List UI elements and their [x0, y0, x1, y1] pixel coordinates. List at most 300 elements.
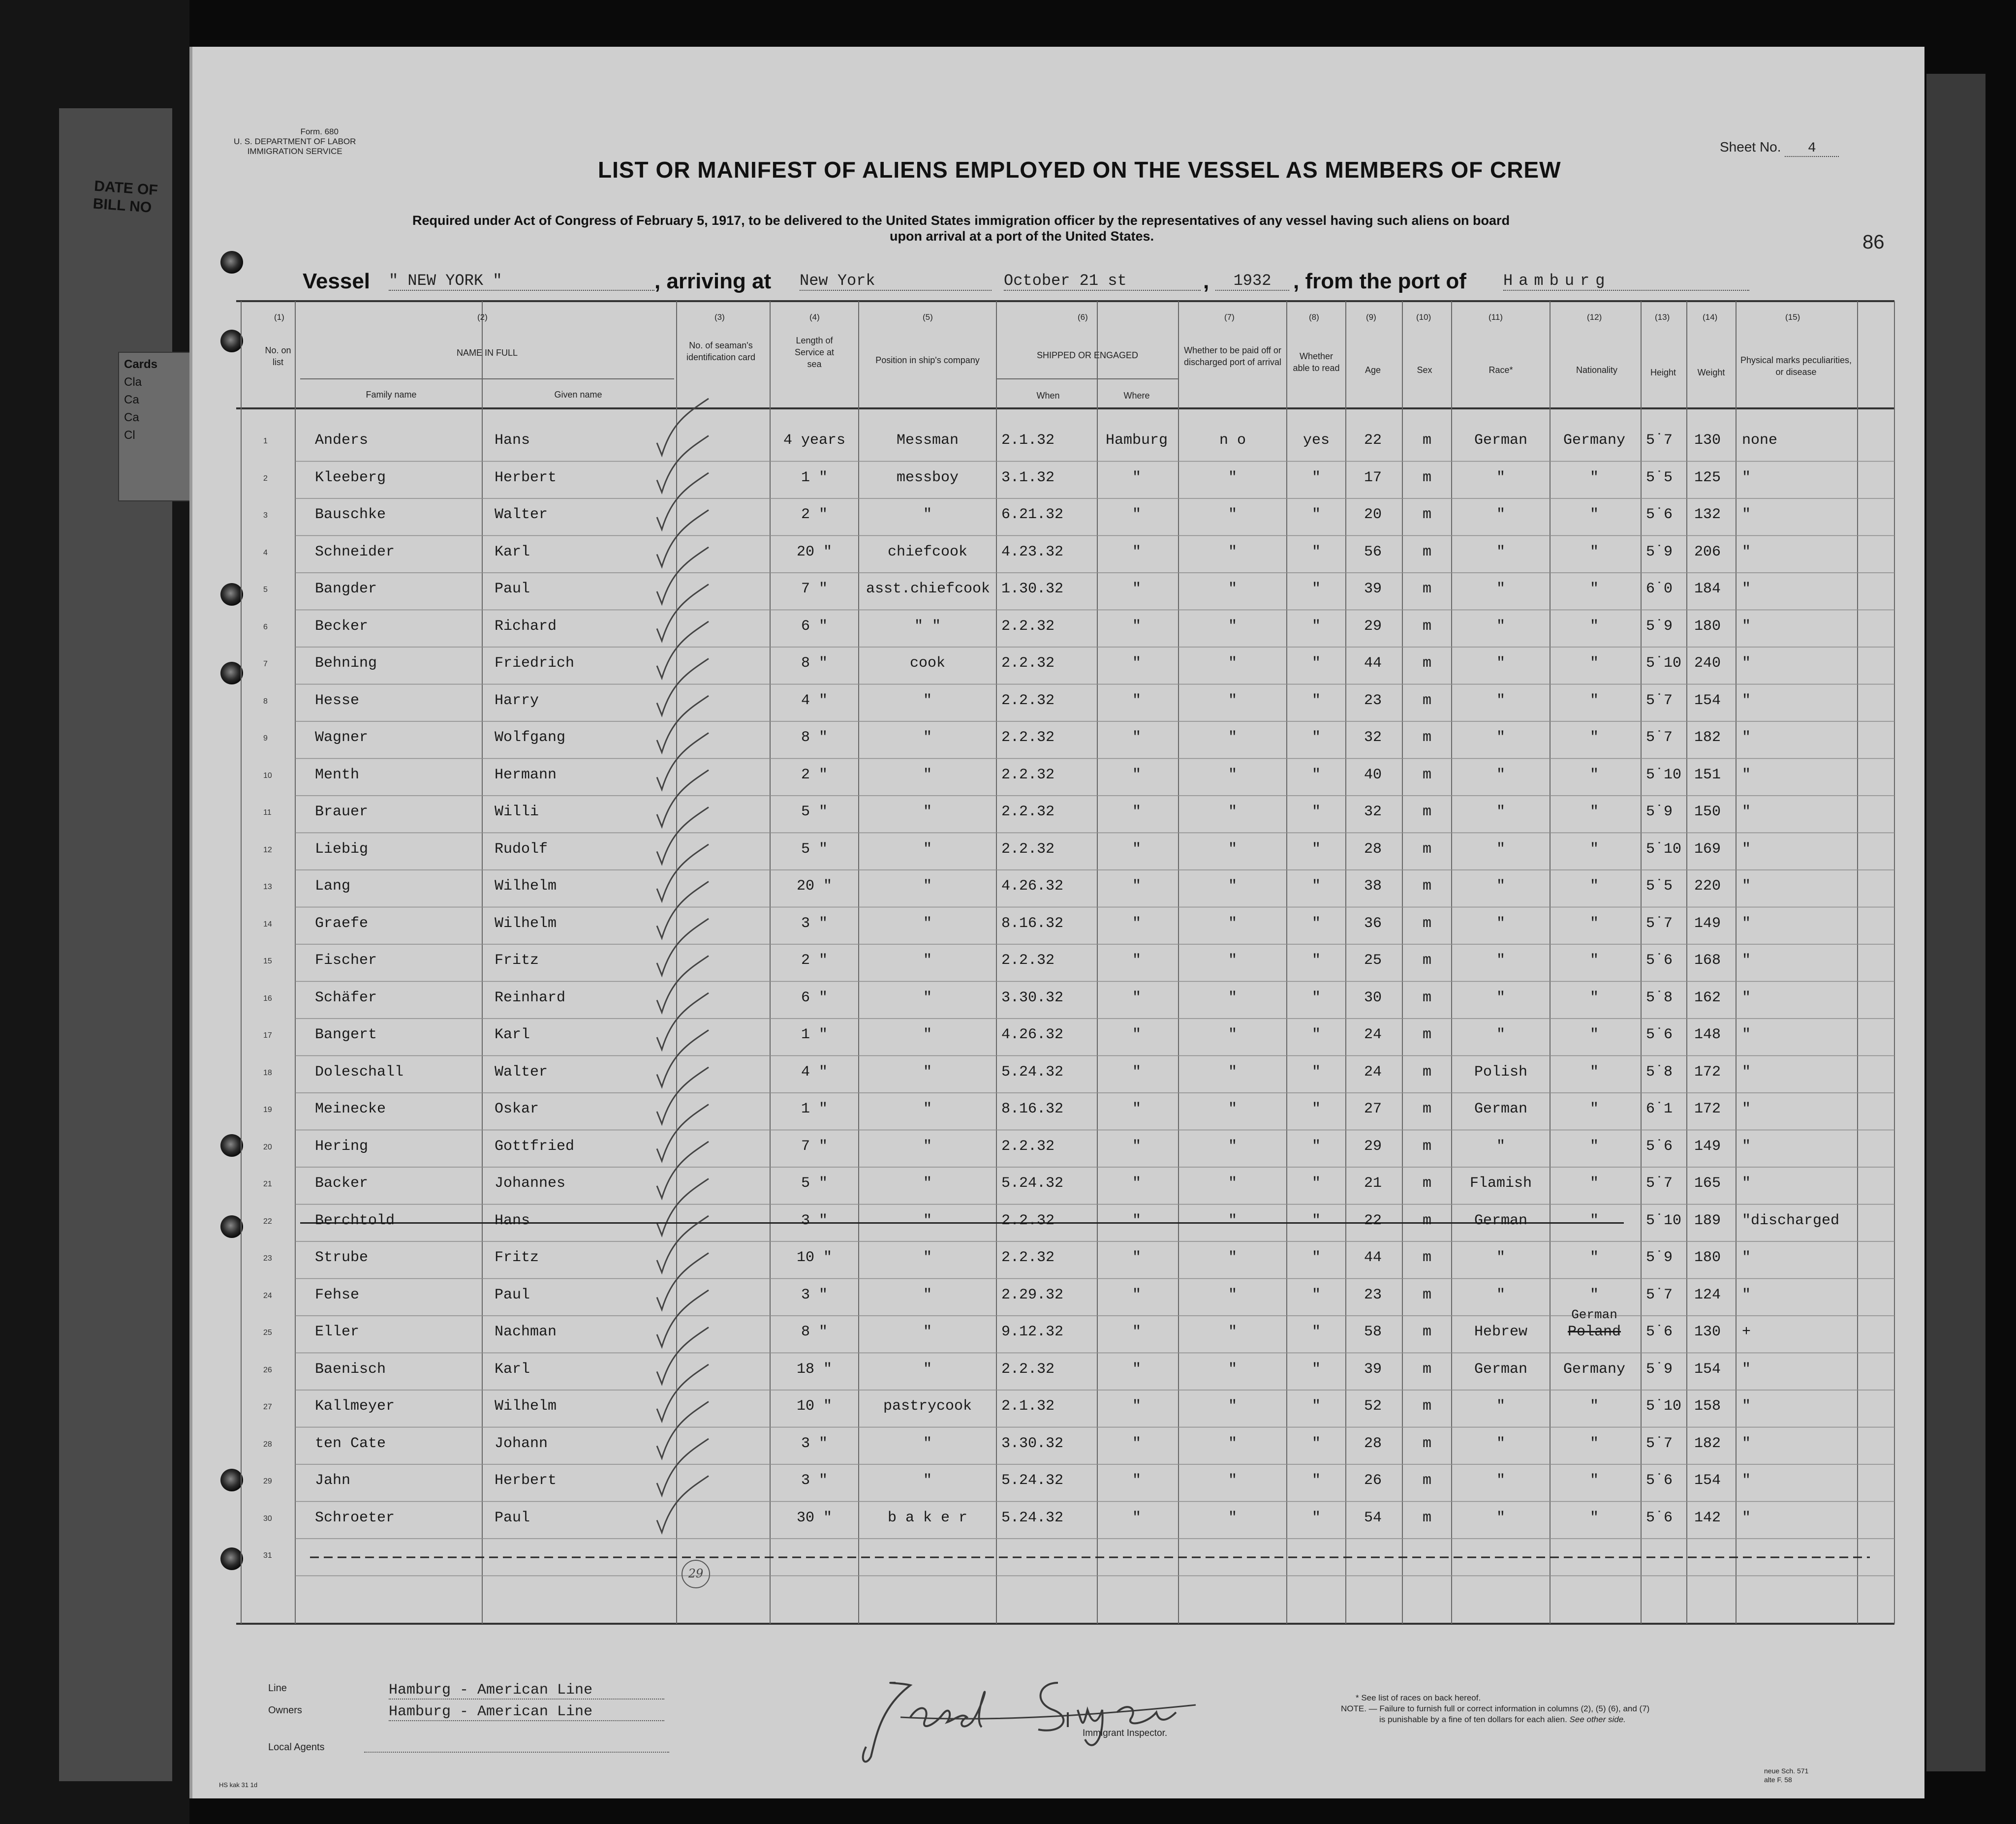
cell-marks: " — [1742, 469, 1751, 486]
cell-weight: 149 — [1694, 1138, 1721, 1155]
cell-marks: " — [1742, 1026, 1751, 1043]
cell-paid: " — [1228, 1472, 1237, 1489]
cell-marks: " — [1742, 1175, 1751, 1192]
col-12-header: Nationality — [1576, 365, 1618, 375]
cell-race: " — [1496, 543, 1505, 560]
cell-service: 18 " — [796, 1360, 832, 1378]
cell-where: " — [1132, 1026, 1141, 1043]
col-3-number: (3) — [714, 312, 725, 322]
cell-race: German — [1474, 1101, 1528, 1117]
cell-service: 4 years — [783, 432, 846, 449]
cell-sex: m — [1422, 1138, 1431, 1155]
cell-weight: 148 — [1694, 1026, 1721, 1043]
col-14-number: (14) — [1703, 312, 1718, 322]
cell-race: " — [1496, 952, 1505, 969]
cell-where: " — [1132, 766, 1141, 783]
cell-read: " — [1311, 1509, 1321, 1526]
cell-given: Paul — [495, 581, 530, 597]
from-port: Hamburg — [1503, 272, 1749, 291]
cell-when: 5.24.32 — [1001, 1175, 1064, 1192]
cell-marks: " — [1742, 1472, 1751, 1489]
cell-service: 8 " — [801, 1324, 828, 1340]
cell-age: 24 — [1364, 1063, 1382, 1081]
cell-where: Hamburg — [1105, 432, 1168, 449]
cell-height: 5˙9 — [1646, 804, 1673, 820]
cell-marks: " — [1742, 1509, 1751, 1526]
cell-read: " — [1311, 1212, 1321, 1229]
cell-when: 2.2.32 — [1001, 1138, 1055, 1155]
check-mark — [657, 621, 709, 678]
cell-age: 17 — [1364, 469, 1382, 486]
cell-service: 3 " — [801, 1435, 828, 1452]
cell-given: Harry — [495, 692, 539, 709]
cell-height: 5˙5 — [1646, 469, 1673, 486]
cell-race: " — [1496, 1286, 1505, 1303]
cell-family: Behning — [315, 655, 377, 672]
cell-age: 52 — [1364, 1398, 1382, 1415]
cell-read: " — [1311, 469, 1321, 486]
check-mark — [657, 993, 709, 1050]
page-title: LIST OR MANIFEST OF ALIENS EMPLOYED ON THE VESSEL AS MEMBERS OF CREW — [598, 157, 1561, 183]
cell-paid: " — [1228, 766, 1237, 783]
cell-paid: " — [1228, 989, 1237, 1006]
cell-service: 4 " — [801, 692, 828, 709]
inspector-label: Immigrant Inspector. — [1083, 1728, 1168, 1738]
cell-nationality: " — [1589, 1472, 1599, 1489]
cell-family: Anders — [315, 432, 369, 449]
cell-paid: " — [1228, 1398, 1237, 1415]
cell-height: 5˙6 — [1646, 952, 1673, 969]
cell-given: Paul — [495, 1286, 530, 1303]
cell-family: Schneider — [315, 543, 395, 560]
row-number: 11 — [263, 808, 272, 817]
cell-when: 5.24.32 — [1001, 1472, 1064, 1489]
check-mark — [657, 733, 709, 790]
cell-marks: " — [1742, 692, 1751, 709]
cell-where: " — [1132, 469, 1141, 486]
cell-family: Liebig — [315, 840, 369, 858]
cell-sex: m — [1422, 581, 1431, 597]
col-6-header: SHIPPED OR ENGAGED — [1036, 350, 1139, 360]
cell-nationality: " — [1589, 506, 1599, 523]
row-number: 30 — [263, 1514, 272, 1523]
cell-paid: " — [1228, 1435, 1237, 1452]
cell-family: Lang — [315, 878, 351, 895]
local-agents-line — [364, 1752, 669, 1753]
cell-paid: " — [1228, 1138, 1237, 1155]
cell-nationality-correction: German — [1571, 1307, 1617, 1322]
check-mark — [657, 1253, 709, 1310]
cell-where: " — [1132, 729, 1141, 746]
cell-sex: m — [1422, 1360, 1431, 1378]
col-15-header: Physical marks peculiarities, or disease — [1740, 355, 1852, 377]
cell-where: " — [1132, 952, 1141, 969]
circled-count: 29 — [682, 1560, 710, 1588]
cell-position: " — [923, 1063, 932, 1081]
check-mark — [657, 1328, 709, 1384]
cell-nationality: " — [1589, 989, 1599, 1006]
cell-family: Jahn — [315, 1472, 351, 1489]
cell-family: Becker — [315, 618, 369, 635]
subtitle-line-1: Required under Act of Congress of February 5, 1917, to be delivered to the United States immigration officer by the representatives of any vessel having such aliens on board — [412, 213, 1510, 228]
cell-weight: 180 — [1694, 618, 1721, 635]
cell-given: Hans — [495, 1212, 530, 1229]
cell-when: 9.12.32 — [1001, 1324, 1064, 1340]
row-number: 2 — [263, 474, 268, 483]
col-1-header: No. on list — [265, 345, 291, 367]
cell-nationality: " — [1589, 840, 1599, 858]
cell-paid: " — [1228, 1249, 1237, 1266]
cell-nationality: " — [1589, 1175, 1599, 1192]
cell-age: 26 — [1364, 1472, 1382, 1489]
cell-nationality: " — [1589, 543, 1599, 560]
col-6-number: (6) — [1078, 312, 1088, 322]
cell-service: 20 " — [796, 878, 832, 895]
cell-sex: m — [1422, 506, 1431, 523]
cell-read: " — [1311, 1472, 1321, 1489]
cell-height: 5˙6 — [1646, 1138, 1673, 1155]
cell-read: " — [1311, 1249, 1321, 1266]
cell-given: Richard — [495, 618, 557, 635]
cell-weight: 130 — [1694, 1324, 1721, 1340]
cell-height: 6˙1 — [1646, 1101, 1673, 1117]
row-number: 19 — [263, 1106, 272, 1114]
cell-position: cook — [909, 655, 945, 672]
owners-label: Owners — [268, 1705, 302, 1716]
check-mark — [657, 1439, 709, 1495]
cell-when: 4.26.32 — [1001, 878, 1064, 895]
cell-given: Rudolf — [495, 840, 548, 858]
col-5-number: (5) — [923, 312, 933, 322]
cell-marks: " — [1742, 878, 1751, 895]
cell-read: " — [1311, 1324, 1321, 1340]
cell-when: 5.24.32 — [1001, 1509, 1064, 1526]
cell-paid: " — [1228, 692, 1237, 709]
col-3-header: No. of seaman's identification card — [686, 340, 756, 362]
cell-marks: " — [1742, 1435, 1751, 1452]
cell-when: 2.2.32 — [1001, 1360, 1055, 1378]
cell-marks: " — [1742, 1101, 1751, 1117]
col-11-number: (11) — [1489, 312, 1503, 322]
cell-given: Oskar — [495, 1101, 539, 1117]
cell-sex: m — [1422, 915, 1431, 932]
col-13-header: Height — [1650, 368, 1676, 377]
cell-sex: m — [1422, 840, 1431, 858]
cell-given: Herbert — [495, 1472, 557, 1489]
cell-when: 2.2.32 — [1001, 1249, 1055, 1266]
cell-sex: m — [1422, 1026, 1431, 1043]
row-number: 5 — [263, 586, 268, 594]
row-number: 31 — [263, 1551, 272, 1560]
cell-sex: m — [1422, 1398, 1431, 1415]
form-id: Form. 680 U. S. DEPARTMENT OF LABOR IMMIGRATION SERVICE — [234, 127, 356, 156]
cell-age: 22 — [1364, 1212, 1382, 1229]
cell-family: Kallmeyer — [315, 1398, 395, 1415]
cell-position: " — [923, 878, 932, 895]
cell-read: " — [1311, 729, 1321, 746]
cell-given: Herbert — [495, 469, 557, 486]
row-number: 28 — [263, 1440, 272, 1449]
cell-weight: 165 — [1694, 1175, 1721, 1192]
cell-position: " — [923, 1360, 932, 1378]
cell-nationality: " — [1589, 804, 1599, 820]
cell-height: 5˙6 — [1646, 506, 1673, 523]
cell-age: 32 — [1364, 729, 1382, 746]
col-13-number: (13) — [1655, 312, 1670, 322]
cell-given: Walter — [495, 1063, 548, 1081]
owners-value: Hamburg - American Line — [389, 1703, 664, 1721]
cell-nationality: " — [1589, 1435, 1599, 1452]
col-2-number: (2) — [477, 312, 488, 322]
col-4-header: Length of Service at sea — [794, 336, 835, 369]
col-10-number: (10) — [1416, 312, 1431, 322]
cell-service: 10 " — [796, 1398, 832, 1415]
cell-service: 8 " — [801, 729, 828, 746]
cell-age: 39 — [1364, 581, 1382, 597]
cell-when: 4.23.32 — [1001, 543, 1064, 560]
cell-race: " — [1496, 1138, 1505, 1155]
cell-service: 1 " — [801, 1101, 828, 1117]
check-mark — [657, 1105, 709, 1161]
cell-when: 8.16.32 — [1001, 915, 1064, 932]
cell-position: " — [923, 840, 932, 858]
cell-when: 6.21.32 — [1001, 506, 1064, 523]
cell-height: 5˙7 — [1646, 1286, 1673, 1303]
cell-where: " — [1132, 1286, 1141, 1303]
cell-race: " — [1496, 878, 1505, 895]
cell-when: 3.30.32 — [1001, 989, 1064, 1006]
cell-where: " — [1132, 655, 1141, 672]
cell-nationality: Poland — [1567, 1324, 1621, 1340]
cell-given: Karl — [495, 1026, 530, 1043]
cell-read: " — [1311, 1063, 1321, 1081]
cell-sex: m — [1422, 952, 1431, 969]
cell-read: " — [1311, 506, 1321, 523]
cell-when: 1.30.32 — [1001, 581, 1064, 597]
cell-height: 5˙7 — [1646, 729, 1673, 746]
cell-when: 2.2.32 — [1001, 840, 1055, 858]
cell-paid: " — [1228, 581, 1237, 597]
cell-marks: " — [1742, 618, 1751, 635]
col-6b-header: Where — [1123, 391, 1150, 401]
cell-paid: " — [1228, 1063, 1237, 1081]
cell-nationality: " — [1589, 655, 1599, 672]
row-number: 3 — [263, 511, 268, 520]
cell-age: 44 — [1364, 1249, 1382, 1266]
cell-marks: " — [1742, 952, 1751, 969]
check-mark — [657, 1476, 709, 1533]
cell-family: Backer — [315, 1175, 369, 1192]
cell-position: " — [923, 729, 932, 746]
cell-weight: 168 — [1694, 952, 1721, 969]
cell-family: Baenisch — [315, 1360, 386, 1378]
cell-service: 7 " — [801, 1138, 828, 1155]
cell-family: Doleschall — [315, 1063, 404, 1081]
cell-where: " — [1132, 804, 1141, 820]
cell-service: 2 " — [801, 506, 828, 523]
cell-weight: 169 — [1694, 840, 1721, 858]
cell-read: " — [1311, 618, 1321, 635]
cell-marks: " — [1742, 581, 1751, 597]
row-number: 8 — [263, 697, 268, 706]
cell-sex: m — [1422, 1472, 1431, 1489]
cell-paid: " — [1228, 618, 1237, 635]
cell-sex: m — [1422, 692, 1431, 709]
cell-age: 29 — [1364, 1138, 1382, 1155]
cell-weight: 125 — [1694, 469, 1721, 486]
sheet-number: Sheet No. 4 — [1720, 139, 1839, 157]
cell-read: " — [1311, 766, 1321, 783]
cell-race: German — [1474, 432, 1528, 449]
col-5-header: Position in ship's company — [875, 355, 980, 365]
cell-age: 28 — [1364, 840, 1382, 858]
cell-height: 5˙5 — [1646, 878, 1673, 895]
cell-position: " — [923, 804, 932, 820]
cell-age: 30 — [1364, 989, 1382, 1006]
cell-read: " — [1311, 1138, 1321, 1155]
cell-sex: m — [1422, 1324, 1431, 1340]
year-separator: , — [1203, 269, 1210, 293]
cell-family: Berchtold — [315, 1212, 395, 1229]
cell-given: Wolfgang — [495, 729, 566, 746]
cell-race: Flamish — [1469, 1175, 1532, 1192]
cell-weight: 154 — [1694, 692, 1721, 709]
cell-family: Fehse — [315, 1286, 360, 1303]
cell-marks: " — [1742, 1249, 1751, 1266]
row-number: 15 — [263, 957, 272, 965]
cell-marks: + — [1742, 1324, 1751, 1340]
cell-service: 6 " — [801, 989, 828, 1006]
cell-age: 40 — [1364, 766, 1382, 783]
arriving-label: , arriving at — [654, 269, 772, 293]
cell-paid: " — [1228, 1026, 1237, 1043]
cell-position: " — [923, 766, 932, 783]
cell-when: 2.2.32 — [1001, 766, 1055, 783]
cell-position: " — [923, 989, 932, 1006]
cards-tab: Cards Cla Ca Ca Cl — [118, 352, 194, 501]
cell-position: b a k e r — [887, 1509, 968, 1526]
cell-race: " — [1496, 1472, 1505, 1489]
cell-where: " — [1132, 618, 1141, 635]
vessel-label: Vessel — [303, 269, 371, 293]
cell-sex: m — [1422, 432, 1431, 449]
cell-given: Walter — [495, 506, 548, 523]
cell-age: 21 — [1364, 1175, 1382, 1192]
cell-given: Paul — [495, 1509, 530, 1526]
cell-age: 24 — [1364, 1026, 1382, 1043]
cell-weight: 154 — [1694, 1360, 1721, 1378]
cell-sex: m — [1422, 766, 1431, 783]
cell-read: " — [1311, 878, 1321, 895]
cell-race: German — [1474, 1360, 1528, 1378]
row-number: 1 — [263, 437, 268, 445]
cell-family: Schäfer — [315, 989, 377, 1006]
cell-read: " — [1311, 1175, 1321, 1192]
cell-race: " — [1496, 1509, 1505, 1526]
line-label: Line — [268, 1683, 287, 1694]
cell-family: Schroeter — [315, 1509, 395, 1526]
cell-nationality: " — [1589, 1026, 1599, 1043]
cell-sex: m — [1422, 1286, 1431, 1303]
cell-position: " — [923, 692, 932, 709]
col-14-header: Weight — [1697, 368, 1725, 377]
cell-sex: m — [1422, 1175, 1431, 1192]
cell-read: " — [1311, 1435, 1321, 1452]
cell-height: 6˙0 — [1646, 581, 1673, 597]
cell-height: 5˙10 — [1646, 766, 1682, 783]
cell-given: Wilhelm — [495, 915, 557, 932]
cell-age: 44 — [1364, 655, 1382, 672]
cell-weight: 158 — [1694, 1398, 1721, 1415]
cell-height: 5˙8 — [1646, 989, 1673, 1006]
arriving-port: New York — [800, 272, 992, 291]
cell-weight: 206 — [1694, 543, 1721, 560]
cell-service: 10 " — [796, 1249, 832, 1266]
cell-service: 7 " — [801, 581, 828, 597]
cell-paid: " — [1228, 1286, 1237, 1303]
row-number: 23 — [263, 1254, 272, 1263]
cell-sex: m — [1422, 878, 1431, 895]
cell-height: 5˙9 — [1646, 543, 1673, 560]
cell-where: " — [1132, 1472, 1141, 1489]
cell-weight: 184 — [1694, 581, 1721, 597]
cell-where: " — [1132, 1212, 1141, 1229]
cell-given: Hermann — [495, 766, 557, 783]
cell-where: " — [1132, 1249, 1141, 1266]
cell-position: " — [923, 1212, 932, 1229]
check-mark — [657, 919, 709, 975]
cell-given: Wilhelm — [495, 878, 557, 895]
cell-position: pastrycook — [883, 1398, 972, 1415]
cell-paid: " — [1228, 915, 1237, 932]
cell-sex: m — [1422, 989, 1431, 1006]
cell-age: 56 — [1364, 543, 1382, 560]
cell-paid: " — [1228, 878, 1237, 895]
cell-weight: 130 — [1694, 432, 1721, 449]
check-mark — [657, 956, 709, 1013]
cell-race: " — [1496, 655, 1505, 672]
check-mark — [657, 1290, 709, 1347]
check-mark — [657, 1364, 709, 1421]
cell-position: " — [923, 1324, 932, 1340]
cell-when: 2.2.32 — [1001, 618, 1055, 635]
cell-race: " — [1496, 766, 1505, 783]
cell-read: " — [1311, 543, 1321, 560]
check-mark — [657, 1030, 709, 1087]
col-6a-header: When — [1036, 391, 1060, 401]
cell-service: 1 " — [801, 1026, 828, 1043]
cell-when: 3.1.32 — [1001, 469, 1055, 486]
cell-weight: 220 — [1694, 878, 1721, 895]
cell-race: " — [1496, 1435, 1505, 1452]
cell-age: 22 — [1364, 432, 1382, 449]
cell-where: " — [1132, 1138, 1141, 1155]
check-mark — [657, 1179, 709, 1236]
cell-race: German — [1474, 1212, 1528, 1229]
check-mark — [657, 659, 709, 715]
cell-race: " — [1496, 1398, 1505, 1415]
cell-nationality: " — [1589, 692, 1599, 709]
col-7-header: Whether to be paid off or discharged port of arrival — [1183, 345, 1282, 367]
cell-age: 32 — [1364, 804, 1382, 820]
cell-family: Hering — [315, 1138, 369, 1155]
cell-position: " — [923, 506, 932, 523]
cell-weight: 182 — [1694, 729, 1721, 746]
cell-service: 5 " — [801, 1175, 828, 1192]
check-mark — [657, 844, 709, 901]
cell-where: " — [1132, 581, 1141, 597]
cell-marks: " — [1742, 1360, 1751, 1378]
